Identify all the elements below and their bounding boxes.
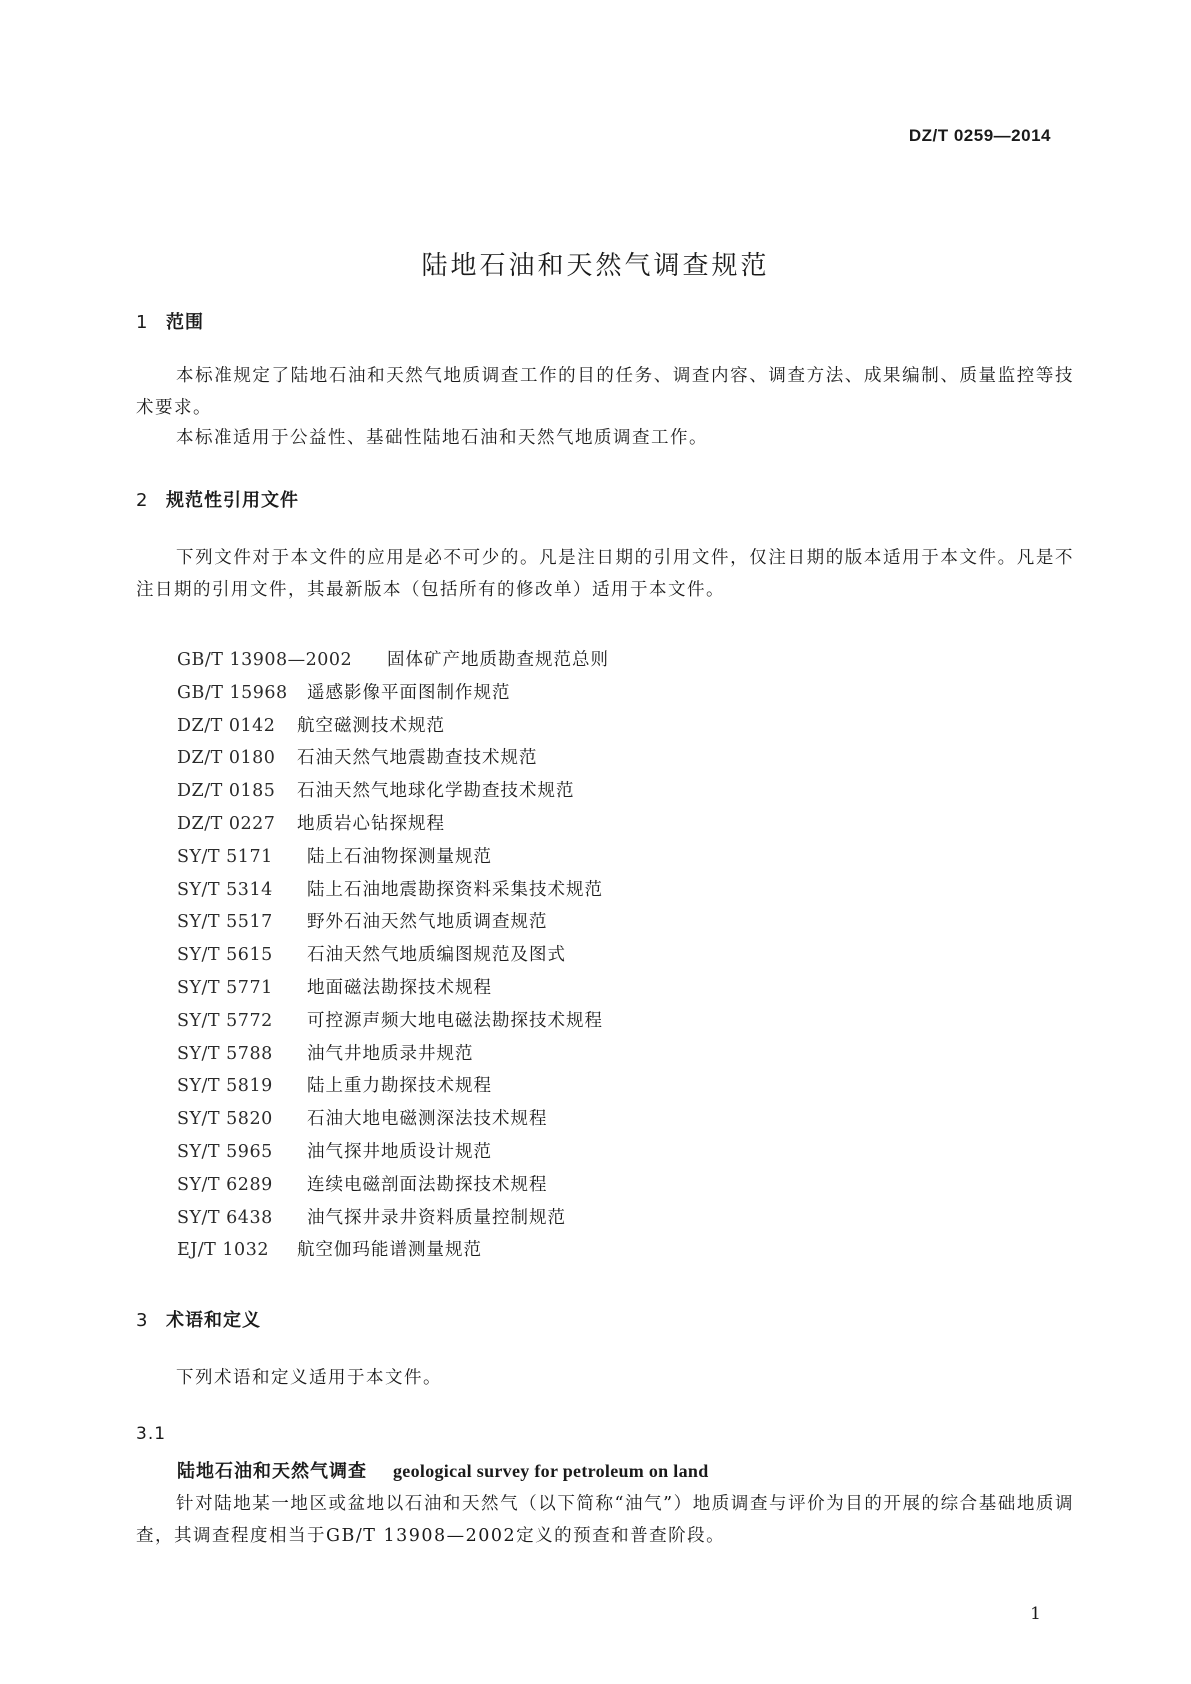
- reference-item: [177, 1234, 609, 1267]
- references-intro: 下列文件对于本文件的应用是必不可少的。凡是注日期的引用文件，仅注日期的版本适用于本文件。凡是不注日期的引用文件，其最新版本（包括所有的修改单）适用于本文件。: [136, 548, 1074, 600]
- section-3-title: 术语和定义: [166, 1310, 261, 1331]
- reference-name: 地面磁法勘探技术规程: [307, 977, 492, 998]
- reference-item: [177, 644, 609, 677]
- reference-item: [177, 874, 609, 907]
- reference-name: 遥感影像平面图制作规范: [307, 682, 511, 703]
- term-definition: 针对陆地某一地区或盆地以石油和天然气（以下简称“油气”）地质调查与评价为目的开展的综合基础地质调查，其调查程度相当于GB/T 13908—2002定义的预查和普查阶段。: [136, 1494, 1074, 1546]
- reference-code: SY/T 5314: [177, 879, 273, 900]
- reference-code: DZ/T 0142: [177, 715, 276, 736]
- reference-name: 石油天然气地震勘查技术规范: [297, 748, 538, 769]
- scope-paragraph-2: 本标准适用于公益性、基础性陆地石油和天然气地质调查工作。: [176, 428, 708, 448]
- scope-paragraph-1: 本标准规定了陆地石油和天然气地质调查工作的目的任务、调查内容、调查方法、成果编制、质量监控等技术要求。: [136, 366, 1074, 418]
- reference-name: 陆上石油地震勘探资料采集技术规范: [307, 879, 603, 900]
- reference-code: SY/T 5517: [177, 912, 273, 933]
- section-2-heading: [136, 486, 299, 512]
- term-entry: [177, 1457, 709, 1483]
- reference-name: 油气探井录井资料质量控制规范: [307, 1207, 566, 1228]
- reference-code: SY/T 5171: [177, 846, 273, 867]
- reference-code: SY/T 5771: [177, 977, 273, 998]
- section-3-number: 3: [136, 1310, 149, 1331]
- reference-code: DZ/T 0180: [177, 748, 276, 769]
- reference-code: SY/T 5819: [177, 1076, 273, 1097]
- reference-name: 油气井地质录井规范: [307, 1043, 474, 1064]
- section-3-heading: [136, 1306, 261, 1332]
- clause-number: 3.1: [136, 1424, 167, 1444]
- reference-item: [177, 710, 609, 743]
- reference-item: [177, 808, 609, 841]
- reference-name: 石油大地电磁测深法技术规程: [307, 1109, 548, 1130]
- reference-name: 航空伽玛能谱测量规范: [297, 1240, 482, 1261]
- reference-item: [177, 1169, 609, 1202]
- reference-item: [177, 677, 609, 710]
- reference-code: SY/T 5820: [177, 1109, 273, 1130]
- reference-item: [177, 1202, 609, 1235]
- page-number: 1: [1030, 1604, 1041, 1624]
- reference-item: [177, 742, 609, 775]
- reference-code: SY/T 6289: [177, 1174, 273, 1195]
- reference-name: 油气探井地质设计规范: [307, 1141, 492, 1162]
- reference-item: [177, 939, 609, 972]
- reference-item: [177, 1038, 609, 1071]
- reference-name: 连续电磁剖面法勘探技术规程: [307, 1174, 548, 1195]
- reference-item: [177, 1103, 609, 1136]
- section-2-number: 2: [136, 490, 149, 511]
- section-2-title: 规范性引用文件: [166, 490, 299, 511]
- reference-code: SY/T 6438: [177, 1207, 273, 1228]
- reference-item: [177, 841, 609, 874]
- reference-name: 地质岩心钻探规程: [297, 813, 445, 834]
- reference-code: GB/T 15968: [177, 682, 288, 703]
- reference-item: [177, 1070, 609, 1103]
- reference-code: EJ/T 1032: [177, 1240, 269, 1261]
- reference-list: [177, 644, 609, 1267]
- reference-item: [177, 972, 609, 1005]
- reference-item: [177, 906, 609, 939]
- standard-code: DZ/T 0259—2014: [908, 126, 1051, 145]
- section-1-heading: [136, 308, 204, 334]
- reference-name: 固体矿产地质勘查规范总则: [387, 650, 609, 670]
- reference-code: SY/T 5788: [177, 1043, 273, 1064]
- reference-code: GB/T 13908—2002: [177, 650, 353, 670]
- reference-item: [177, 1136, 609, 1169]
- reference-name: 航空磁测技术规范: [297, 715, 445, 736]
- reference-name: 野外石油天然气地质调查规范: [307, 912, 548, 933]
- reference-item: [177, 1005, 609, 1038]
- reference-name: 石油天然气地质编图规范及图式: [307, 945, 566, 966]
- reference-code: DZ/T 0227: [177, 813, 276, 834]
- term-english: geological survey for petroleum on land: [393, 1461, 709, 1481]
- reference-code: DZ/T 0185: [177, 781, 276, 802]
- reference-code: SY/T 5772: [177, 1010, 273, 1031]
- reference-name: 陆上重力勘探技术规程: [307, 1076, 492, 1097]
- reference-code: SY/T 5965: [177, 1141, 273, 1162]
- reference-item: [177, 775, 609, 808]
- document-title: 陆地石油和天然气调查规范: [421, 251, 770, 282]
- terms-intro: 下列术语和定义适用于本文件。: [176, 1368, 442, 1388]
- reference-name: 可控源声频大地电磁法勘探技术规程: [307, 1010, 603, 1031]
- reference-name: 陆上石油物探测量规范: [307, 846, 492, 867]
- section-1-title: 范围: [166, 312, 204, 333]
- section-1-number: 1: [136, 312, 149, 333]
- term-chinese: 陆地石油和天然气调查: [177, 1461, 367, 1482]
- reference-name: 石油天然气地球化学勘查技术规范: [297, 781, 575, 802]
- reference-code: SY/T 5615: [177, 945, 273, 966]
